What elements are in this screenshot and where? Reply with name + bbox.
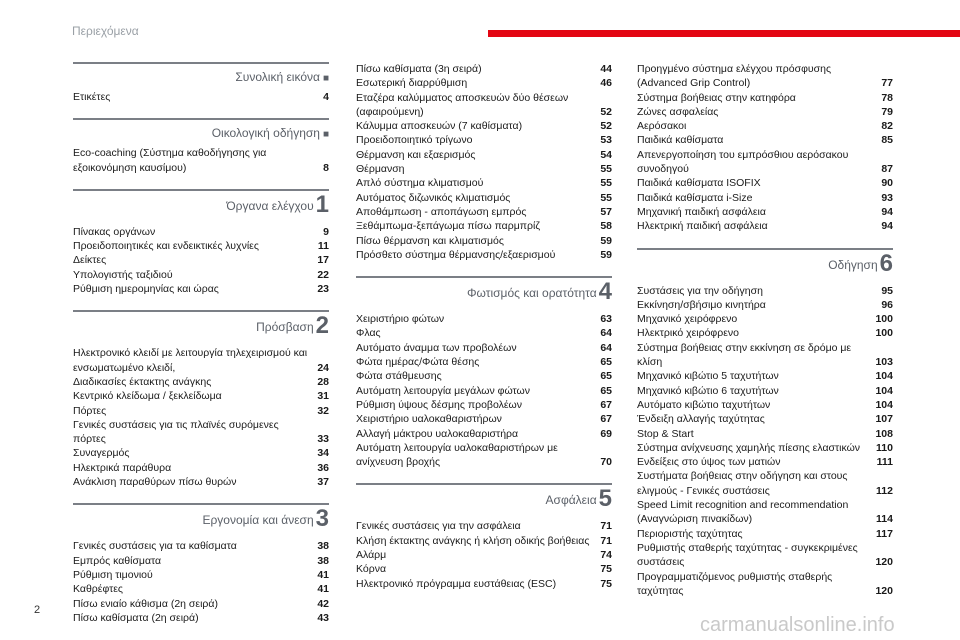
toc-entry[interactable] <box>637 191 893 205</box>
toc-entry-page: 78 <box>881 91 893 104</box>
toc-entry-page: 55 <box>600 163 612 176</box>
toc-entry[interactable] <box>356 191 612 205</box>
watermark: carmanualsonline.info <box>700 614 895 636</box>
section-marker-icon: ■ <box>322 73 329 84</box>
toc-entry[interactable] <box>356 148 612 162</box>
toc-entry[interactable] <box>637 455 893 469</box>
toc-entry-title: Κεντρικό κλείδωμα / ξεκλείδωμα <box>73 390 222 403</box>
toc-entry-page: 11 <box>317 240 329 253</box>
toc-entry-page: 8 <box>323 161 329 174</box>
toc-entry[interactable] <box>637 427 893 441</box>
toc-entry[interactable] <box>356 326 612 340</box>
toc-entry-page: 114 <box>876 513 893 526</box>
toc-entry-page: 104 <box>875 398 893 411</box>
toc-entry-title: Κάλυμμα αποσκευών (7 καθίσματα) <box>356 120 523 133</box>
toc-entry-title: Υπολογιστής ταξιδιού <box>73 268 173 281</box>
toc-entry-title: Καθρέφτες <box>73 583 123 596</box>
toc-entry[interactable] <box>356 219 612 233</box>
toc-entry-title: Προειδοποιητικές και ενδεικτικές λυχνίες <box>73 240 259 253</box>
toc-entry-page: 112 <box>876 484 893 497</box>
toc-entry-page: 65 <box>600 356 612 369</box>
toc-entry[interactable] <box>356 384 612 398</box>
section-heading <box>73 62 329 84</box>
section-marker-icon: ■ <box>322 129 329 141</box>
toc-entry-page: 36 <box>317 461 329 474</box>
toc-entry-title: Κόρνα <box>356 563 387 576</box>
toc-entry[interactable] <box>637 284 893 298</box>
toc-entry[interactable] <box>637 326 893 340</box>
toc-entry-title: Αλάρμ <box>356 549 387 562</box>
toc-entry-title: Απλό σύστημα κλιματισμού <box>356 177 484 190</box>
toc-entry-page: 34 <box>317 447 329 460</box>
toc-entry-page: 17 <box>317 254 329 267</box>
toc-entry[interactable] <box>356 412 612 426</box>
toc-entry-page: 41 <box>317 583 329 596</box>
toc-entry-page: 4 <box>323 91 329 103</box>
toc-entry-page: 22 <box>317 268 329 281</box>
toc-entry-page: 120 <box>875 584 893 597</box>
toc-entry-page: 63 <box>600 313 612 326</box>
toc-entry-title: Θέρμανση <box>356 163 405 176</box>
toc-entry-title: Ενδείξεις στο ύψος των ματιών <box>637 456 781 469</box>
toc-entry[interactable] <box>73 375 329 389</box>
toc-entry-page: 71 <box>600 534 612 547</box>
toc-entry-page: 96 <box>881 298 893 311</box>
toc-entry-title: Πίσω καθίσματα (2η σειρά) <box>73 611 199 624</box>
toc-entry-page: 9 <box>323 225 329 238</box>
toc-entry-page: 32 <box>317 404 329 417</box>
toc-entry[interactable] <box>356 248 612 262</box>
toc-entry-title: Αυτόματο κιβώτιο ταχυτήτων <box>637 398 771 411</box>
toc-entry-title: Αποθάμπωση - αποπάγωση εμπρός <box>356 205 527 218</box>
toc-entry-title: Stop & Start <box>637 427 694 440</box>
page-number: 2 <box>34 604 41 616</box>
toc-entry[interactable] <box>356 205 612 219</box>
toc-entry[interactable] <box>73 539 329 553</box>
toc-entry-page: 37 <box>317 476 329 489</box>
toc-entry-title: Γενικές συστάσεις για τα καθίσματα <box>73 540 237 553</box>
toc-entry-title: Χειριστήριο υαλοκαθαριστήρων <box>356 413 502 426</box>
toc-entry-title: Παιδικά καθίσματα ISOFIX <box>637 177 761 190</box>
toc-entry-title: Ανάκλιση παραθύρων πίσω θυρών <box>73 476 237 489</box>
toc-entry-title: Παιδικά καθίσματα i-Size <box>637 191 753 204</box>
toc-entry-title: Διαδικασίες έκτακτης ανάγκης <box>73 375 212 388</box>
toc-entry-page: 55 <box>600 191 612 204</box>
section-heading <box>356 276 612 306</box>
toc-entry[interactable] <box>356 76 612 90</box>
toc-entry-page: 58 <box>600 220 612 233</box>
toc-entry-page: 65 <box>600 370 612 383</box>
toc-entry-page: 104 <box>875 370 893 383</box>
toc-entry-page: 71 <box>600 520 612 533</box>
toc-entry[interactable] <box>73 225 329 239</box>
toc-column-2 <box>356 62 612 591</box>
toc-entry-page: 87 <box>881 163 893 176</box>
toc-entry-page: 104 <box>875 384 893 397</box>
toc-entry-title: Προειδοποιητικό τρίγωνο <box>356 134 473 147</box>
toc-entry-page: 70 <box>600 456 612 469</box>
toc-entry[interactable] <box>356 562 612 576</box>
toc-column-1 <box>73 62 329 625</box>
section-title: Εργονομία και άνεση <box>202 513 314 528</box>
section-number: 1 <box>315 190 329 218</box>
toc-entry-page: 31 <box>317 390 329 403</box>
toc-entry[interactable] <box>637 105 893 119</box>
toc-entry-title: Ηλεκτρικά παράθυρα <box>73 461 172 474</box>
toc-entry[interactable] <box>356 162 612 176</box>
toc-column-3 <box>637 62 893 598</box>
toc-entry[interactable] <box>637 219 893 233</box>
toc-entry-page: 107 <box>875 413 893 426</box>
toc-entry-title: Θέρμανση και εξαερισμός <box>356 148 476 161</box>
toc-entry-page: 100 <box>875 313 893 326</box>
toc-entry-title: Περιοριστής ταχύτητας <box>637 527 743 540</box>
section-heading <box>73 189 329 219</box>
section-title: Πρόσβαση <box>256 320 314 335</box>
toc-entry-page: 28 <box>317 375 329 388</box>
toc-entry-page: 44 <box>600 63 612 75</box>
toc-entry[interactable] <box>73 611 329 625</box>
toc-entry[interactable] <box>356 548 612 562</box>
header-title: Περιεχόμενα <box>72 24 139 38</box>
toc-entry[interactable] <box>73 597 329 611</box>
toc-entry[interactable] <box>637 91 893 105</box>
toc-entry[interactable] <box>637 176 893 190</box>
toc-entry-page: 59 <box>600 234 612 247</box>
toc-entry-page: 90 <box>881 177 893 190</box>
toc-entry-page: 57 <box>600 205 612 218</box>
section-number: 5 <box>598 485 612 513</box>
toc-entry-title: Γενικές συστάσεις για τις πλαϊνές συρόμενες πόρτες <box>73 418 279 446</box>
section-heading <box>73 118 329 140</box>
toc-entry[interactable] <box>356 91 612 120</box>
toc-entry[interactable] <box>637 148 893 177</box>
toc-entry[interactable] <box>356 369 612 383</box>
toc-entry-title: Μηχανικό κιβώτιο 5 ταχυτήτων <box>637 370 779 383</box>
toc-entry[interactable] <box>637 369 893 383</box>
toc-entry[interactable] <box>73 568 329 582</box>
toc-entry-title: Αυτόματη λειτουργία υαλοκαθαριστήρων με ανίχνευση βροχής <box>356 441 558 469</box>
section-heading <box>73 503 329 533</box>
toc-entry-page: 55 <box>600 177 612 190</box>
toc-entry-page: 79 <box>881 105 893 118</box>
section-heading <box>73 310 329 340</box>
toc-entry-title: Συστήματα βοήθειας στην οδήγηση και στους ελιγμούς - Γενικές συστάσεις <box>637 470 848 497</box>
toc-entry-page: 85 <box>881 134 893 147</box>
toc-entry-page: 74 <box>600 549 612 562</box>
toc-entry-page: 67 <box>600 413 612 426</box>
toc-entry[interactable] <box>637 570 893 599</box>
toc-entry-page: 42 <box>317 597 329 610</box>
toc-entry[interactable] <box>73 461 329 475</box>
toc-entry[interactable] <box>637 441 893 455</box>
toc-entry-page: 23 <box>317 283 329 296</box>
section-number: 6 <box>879 249 893 277</box>
section-number: 4 <box>598 278 612 306</box>
toc-entry-page: 111 <box>876 456 893 469</box>
toc-entry-title: Προηγμένο σύστημα ελέγχου πρόσφυσης (Advanced Grip Control) <box>637 63 832 90</box>
toc-entry[interactable] <box>637 498 893 527</box>
toc-entry-title: Πόρτες <box>73 404 107 417</box>
toc-entry-title: Ρύθμιση ημερομηνίας και ώρας <box>73 283 219 296</box>
toc-entry[interactable] <box>73 90 329 104</box>
toc-entry-page: 75 <box>600 563 612 576</box>
toc-entry-title: Ζώνες ασφαλείας <box>637 105 719 118</box>
toc-entry[interactable] <box>637 469 893 498</box>
toc-entry-title: Προγραμματιζόμενος ρυθμιστής σταθερής ταχύτητας <box>637 570 833 597</box>
toc-entry-title: Γενικές συστάσεις για την ασφάλεια <box>356 520 521 533</box>
section-heading <box>637 248 893 278</box>
section-title: Όργανα ελέγχου <box>226 198 314 213</box>
toc-entry[interactable] <box>356 312 612 326</box>
toc-entry-title: Εταζέρα καλύμματος αποσκευών δύο θέσεων (αφαιρούμενη) <box>356 91 569 118</box>
toc-entry-page: 108 <box>875 427 893 440</box>
toc-entry[interactable] <box>637 527 893 541</box>
toc-entry-title: Κλήση έκτακτης ανάγκης ή κλήση οδικής βοήθειας <box>356 534 590 547</box>
toc-entry-title: Ξεθάμπωμα-ξεπάγωμα πίσω παρμπρίζ <box>356 220 540 233</box>
toc-entry[interactable] <box>356 176 612 190</box>
toc-entry-page: 67 <box>600 398 612 411</box>
toc-entry-title: Δείκτες <box>73 254 107 267</box>
toc-entry-page: 24 <box>317 361 329 374</box>
toc-entry[interactable] <box>356 534 612 548</box>
toc-entry[interactable] <box>356 133 612 147</box>
toc-entry-title: Παιδικά καθίσματα <box>637 134 724 147</box>
toc-entry[interactable] <box>637 298 893 312</box>
toc-entry[interactable] <box>73 268 329 282</box>
toc-entry-title: Μηχανικό χειρόφρενο <box>637 313 738 326</box>
toc-entry[interactable] <box>73 582 329 596</box>
toc-entry-title: Αυτόματο άναμμα των προβολέων <box>356 341 517 354</box>
toc-entry[interactable] <box>73 418 329 447</box>
toc-entry-title: Ένδειξη αλλαγής ταχύτητας <box>637 413 765 426</box>
toc-entry[interactable] <box>73 346 329 375</box>
toc-entry-page: 41 <box>317 568 329 581</box>
toc-entry[interactable] <box>73 389 329 403</box>
toc-entry-title: Ηλεκτρονικό κλειδί με λειτουργία τηλεχειρισμού και ενσωματωμένο κλειδί, <box>73 347 308 374</box>
toc-entry-title: Σύστημα βοήθειας στην κατηφόρα <box>637 91 796 104</box>
toc-entry-page: 38 <box>317 540 329 553</box>
toc-entry[interactable] <box>637 119 893 133</box>
toc-entry-title: Μηχανικό κιβώτιο 6 ταχυτήτων <box>637 384 779 397</box>
toc-entry-title: Ηλεκτρικό χειρόφρενο <box>637 327 739 340</box>
toc-entry-title: Πρόσθετο σύστημα θέρμανσης/εξαερισμού <box>356 248 556 261</box>
toc-entry-page: 117 <box>876 527 893 540</box>
toc-entry-title: Εκκίνηση/σβήσιμο κινητήρα <box>637 298 766 311</box>
toc-entry[interactable] <box>356 398 612 412</box>
toc-entry[interactable] <box>637 398 893 412</box>
toc-entry-title: Πίνακας οργάνων <box>73 225 156 238</box>
toc-entry[interactable] <box>73 446 329 460</box>
toc-entry-title: Εμπρός καθίσματα <box>73 554 162 567</box>
toc-entry[interactable] <box>73 554 329 568</box>
toc-entry-page: 69 <box>600 427 612 440</box>
toc-entry-page: 52 <box>600 120 612 133</box>
toc-entry-page: 33 <box>317 433 329 446</box>
toc-entry-page: 46 <box>600 77 612 90</box>
toc-entry[interactable] <box>356 577 612 591</box>
toc-entry-title: Ρυθμιστής σταθερής ταχύτητας - συγκεκριμένες συστάσεις <box>637 541 858 569</box>
toc-entry[interactable] <box>73 282 329 296</box>
toc-entry-page: 110 <box>876 441 893 454</box>
toc-entry[interactable] <box>637 412 893 426</box>
toc-entry-title: Συστάσεις για την οδήγηση <box>637 284 763 297</box>
toc-entry[interactable] <box>356 441 612 470</box>
toc-entry[interactable] <box>73 146 329 175</box>
toc-entry-page: 103 <box>875 356 893 369</box>
toc-entry[interactable] <box>356 519 612 533</box>
toc-entry-page: 65 <box>600 384 612 397</box>
section-title: Φωτισμός και ορατότητα <box>466 286 597 301</box>
toc-entry-title: Αερόσακοι <box>637 120 687 133</box>
section-title: Οικολογική οδήγηση <box>211 126 320 141</box>
toc-entry-title: Πίσω ενιαίο κάθισμα (2η σειρά) <box>73 597 218 610</box>
toc-entry-title: Ρύθμιση τιμονιού <box>73 568 153 581</box>
toc-entry-page: 93 <box>881 191 893 204</box>
toc-entry-page: 54 <box>600 148 612 161</box>
toc-entry-title: Εσωτερική διαρρύθμιση <box>356 77 468 90</box>
toc-entry-page: 82 <box>881 120 893 133</box>
toc-entry[interactable] <box>356 62 612 76</box>
toc-entry[interactable] <box>637 341 893 370</box>
toc-entry-page: 43 <box>317 611 329 624</box>
toc-entry-page: 100 <box>875 327 893 340</box>
toc-entry-title: Αυτόματος διζωνικός κλιματισμός <box>356 191 511 204</box>
toc-entry-title: Αυτόματη λειτουργία μεγάλων φώτων <box>356 384 530 397</box>
toc-entry-title: Πίσω καθίσματα (3η σειρά) <box>356 63 482 75</box>
header-accent-bar <box>488 30 960 37</box>
toc-entry[interactable] <box>73 404 329 418</box>
toc-entry-title: Σύστημα ανίχνευσης χαμηλής πίεσης ελαστικών <box>637 441 861 454</box>
toc-entry[interactable] <box>356 119 612 133</box>
toc-entry-page: 53 <box>600 134 612 147</box>
toc-entry[interactable] <box>637 541 893 570</box>
toc-entry-page: 94 <box>881 205 893 218</box>
toc-entry[interactable] <box>73 253 329 267</box>
toc-entry-page: 59 <box>600 248 612 261</box>
toc-entry[interactable] <box>356 234 612 248</box>
toc-entry-title: Χειριστήριο φώτων <box>356 313 445 326</box>
section-title: Συνολική εικόνα <box>235 70 320 84</box>
toc-entry[interactable] <box>637 62 893 91</box>
toc-entry-page: 64 <box>600 341 612 354</box>
toc-entry[interactable] <box>637 205 893 219</box>
toc-entry-title: Ηλεκτρική παιδική ασφάλεια <box>637 220 768 233</box>
toc-entry-page: 120 <box>875 556 893 569</box>
section-title: Ασφάλεια <box>545 493 597 508</box>
toc-entry-title: Ρύθμιση ύψους δέσμης προβολέων <box>356 398 522 411</box>
toc-entry-title: Ηλεκτρονικό πρόγραμμα ευστάθειας (ESC) <box>356 577 557 590</box>
toc-entry[interactable] <box>73 239 329 253</box>
toc-entry[interactable] <box>637 312 893 326</box>
toc-entry-title: Φλας <box>356 327 381 340</box>
toc-entry-page: 75 <box>600 577 612 590</box>
toc-entry-title: Φώτα στάθμευσης <box>356 370 442 383</box>
toc-entry-page: 95 <box>881 284 893 297</box>
toc-entry-title: Πίσω θέρμανση και κλιματισμός <box>356 234 504 247</box>
toc-entry[interactable] <box>73 475 329 489</box>
toc-entry-page: 77 <box>881 77 893 90</box>
toc-entry-page: 64 <box>600 327 612 340</box>
section-number: 2 <box>315 312 329 340</box>
toc-entry[interactable] <box>356 341 612 355</box>
section-heading <box>356 483 612 513</box>
toc-entry[interactable] <box>637 133 893 147</box>
toc-entry-title: Αλλαγή μάκτρου υαλοκαθαριστήρα <box>356 427 519 440</box>
toc-entry-page: 38 <box>317 554 329 567</box>
section-number: 3 <box>315 505 329 533</box>
toc-entry[interactable] <box>356 355 612 369</box>
toc-entry-title: Σύστημα βοήθειας στην εκκίνηση σε δρόμο με κλίση <box>637 341 852 369</box>
toc-entry-title: Speed Limit recognition and recommendation (Αναγνώριση πινακίδων) <box>637 499 849 526</box>
toc-entry[interactable] <box>637 384 893 398</box>
section-title: Οδήγηση <box>828 257 878 272</box>
toc-entry-title: Φώτα ημέρας/Φώτα θέσης <box>356 356 480 369</box>
toc-entry-title: Απενεργοποίηση του εμπρόσθιου αερόσακου συνοδηγού <box>637 148 849 176</box>
toc-entry-title: Συναγερμός <box>73 447 130 460</box>
toc-entry-page: 52 <box>600 105 612 118</box>
toc-entry-title: Eco-coaching (Σύστημα καθοδήγησης για εξοικονόμηση καυσίμου) <box>73 147 267 174</box>
toc-entry-title: Ετικέτες <box>73 91 111 103</box>
toc-entry-page: 94 <box>881 220 893 233</box>
toc-entry[interactable] <box>356 427 612 441</box>
toc-entry-title: Μηχανική παιδική ασφάλεια <box>637 205 766 218</box>
